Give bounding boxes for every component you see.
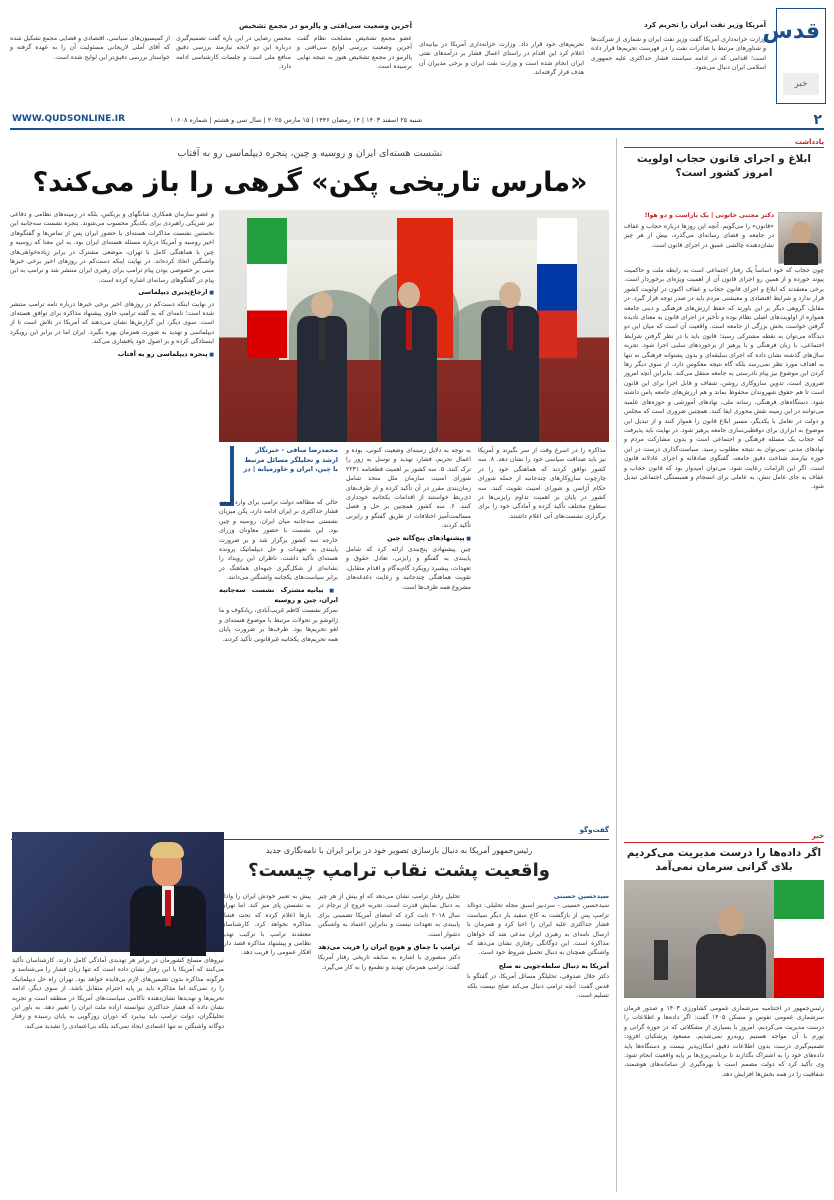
article-subhead: ■ پنجره دیپلماسی رو به آفتاب — [10, 350, 214, 360]
chinese-diplomat — [381, 282, 437, 442]
iranian-diplomat — [297, 292, 347, 442]
article-subhead: ■ بیانیه مشترک نشست سه‌جانبه ایران، چین و روسیه — [219, 586, 338, 606]
top-brief-text: عضو مجمع تشخیص مصلحت نظام گفت آخرین وضعیت بررسی لوایح سی‌افتی و پالرمو در مجمع تشخیص هنوز به نتیجه نهایی نرسیده است. — [297, 35, 412, 71]
article-paragraph: نیروهای مسلح کشورمان در برابر هر تهدیدی آمادگی کامل دارند. کارشناسان تأکید می‌کنند که آمریکا با این رفتار نشان داده است که تنها زبان فشار را می‌شناسد و هرگونه مذاکره بدون تضمین‌های لازم بی‌فایده خواهد بود. تهران راه حل دیپلماتیک را رد نمی‌کند اما مذاکره باید بر پایه احترام متقابل باشد. از سوی دیگر، ادامه تحریم‌ها و تهدیدها نشان‌دهنده ناکامی سیاست‌های آمریکا در منطقه است و تجربه نشان داده که فشار حداکثری نتوانسته اراده ملت ایران را تغییر دهد. به باور این تحلیلگران، دولت ترامپ باید بپذیرد که دوران زورگویی به پایان رسیده و رفتار دوگانه واشنگتن نه تنها اعتمادی ایجاد نمی‌کند بلکه بی‌اعتمادی را تشدید می‌کند. — [12, 957, 224, 1030]
microphone-icon — [654, 940, 668, 980]
iran-flag-icon — [247, 218, 287, 358]
site-url-link[interactable]: WWW.QUDSONLINE.IR — [12, 114, 126, 124]
top-brief-text: تحریم‌های خود قرار داد. وزارت خزانه‌داری آمریکا در بیانیه‌ای اعلام کرد این اقدام در راستای اعمال فشار بر درآمدهای نفتی ایران انجام شده است و وزارت نفت ایران و برخی مدیران آن هدف قرار گرفته‌اند. — [419, 41, 584, 77]
abstract-bracket-icon — [220, 446, 234, 506]
russia-flag-icon — [537, 218, 577, 358]
top-brief-text: محسن رضایی در این باره گفت تصمیم‌گیری درباره این دو لایحه نیازمند بررسی دقیق منافع ملی است و جلسات کارشناسی ادامه دارد. — [176, 35, 291, 71]
article-paragraph: پیش به تعبیر خودش ایران را وادار به نشستن پای میز کند. اما تهران بارها اعلام کرده که تحت فشار مذاکره نخواهد کرد. کارشناسان معتقدند ترامپ با ترکیب تهدید نظامی و پیشنهاد مذاکره قصد دارد افکار عمومی را فریب دهد. — [221, 893, 311, 957]
main-column-2 — [346, 446, 471, 816]
note-intro: «قانون» را می‌گویم. آنچه این روزها درباره حجاب و عفاف در جامعه و فضای رسانه‌ای می‌گذرد، بیش از هر چیز نشان‌دهنده چالشی عمیق در اجرای قانون است. — [624, 223, 774, 249]
article-paragraph: به توجه به دلایل زمینه‌ای وضعیت کنونی، بوده و اعمال تحریم، فشار، تهدید و توسل به زور را ترک کنند. ۵. سه کشور بر اهمیت قطعنامه ۲۲۳۱ شورای امنیت سازمان ملل متحد شامل زمان‌بندی مقرر در آن تأکید کرده و از طرف‌های ذی‌ربط خواستند از اقدامات یکجانبه خودداری کنند. ۶. سه کشور همچنین بر حل و فصل مسالمت‌آمیز اختلافات از طریق گفتگو و رایزنی تأکید کردند. — [346, 447, 471, 530]
top-brief-oil-sanctions — [591, 21, 766, 117]
bottom-byline: سید‌حسین حسینی — [553, 893, 609, 900]
main-kicker: نشست هسته‌ای ایران و روسیه و چین، پنجره دیپلماسی رو به آفتاب — [177, 148, 443, 159]
news-title[interactable]: اگر داده‌ها را درست مدیریت می‌کردیم بلای گرانی سرمان نمی‌آمد — [626, 847, 822, 873]
bottom-headline[interactable]: واقعیت پشت نقاب ترامپ چیست؟ — [248, 860, 550, 881]
top-brief-title: آخرین وضعیت سی‌افتی و پالرمو در مجمع تشخیص — [238, 22, 412, 30]
article-paragraph: در نهایت اینکه دست‌کم در روزهای اخیر برخی خبرها درباره نامه ترامپ منتشر شده است؛ نامه‌ای که به گفته ترامپ حاوی پیشنهاد مذاکره برای توافق هسته‌ای است. سوی دیگر، این گزارش‌ها نشان می‌دهند که آمریکا در تلاش است تا از دیپلماسی و تهدید به صورت همزمان بهره بگیرد. ایران اما در برابر این رویکرد ایستادگی کرده و بر اصول خود پافشاری می‌کند. — [10, 300, 214, 346]
article-paragraph: دکتر منصوری با اشاره به سابقه تاریخی رفتار آمریکا گفت: ترامپ همزمان تهدید و تطمیع را به کار می‌گیرد. — [318, 954, 460, 971]
note-body: چون حجاب که خود اساساً یک رفتار اجتماعی است به رابطه ملت و حاکمیت پیوند خورده و از همین رو اجرای قانون آن از اهمیت ویژه‌ای برخوردار است. برخی معتقدند که ابلاغ و اجرای قانون حجاب و عفاف اکنون در اولویت کشور قرار ندارد و شرایط اقتصادی و معیشتی مردم باید در صدر توجه قرار گیرد. در مقابل، گروهی دیگر بر این باورند که حفظ ارزش‌های فرهنگی و دینی جامعه همواره از اولویت‌های اصلی نظام بوده و تأخیر در اجرای قانون به معنای نادیده گرفتن خواست بخش بزرگی از جامعه است. واقعیت آن است که میان این دو دیدگاه می‌توان به نقطه مشترکی رسید؛ قانون باید با در نظر گرفتن شرایط اجتماعی، با زبان فرهنگی و با پرهیز از برخوردهای سلبی اجرا شود. تجربه سال‌های گذشته نشان داده که اجرای سلیقه‌ای و بدون پشتوانه فرهنگی نه تنها به اهداف مورد نظر نمی‌رسد بلکه گاه نتیجه معکوس دارد. از سوی دیگر رها کردن این موضوع نیز پیام نادرستی به جامعه منتقل می‌کند. بنابراین آنچه امروز ضروری است، تدوین سازوکاری روشن، شفاف و قابل اجرا برای این قانون است تا هم حقوق شهروندان محفوظ بماند و هم ارزش‌های جامعه پاس داشته شود. دستگاه‌های فرهنگی، رسانه ملی، نهادهای آموزشی و حوزه‌های علمیه می‌توانند در این زمینه نقش محوری ایفا کنند. همچنین ضروری است که مجلس و دولت در تعامل با یکدیگر، مسیر ابلاغ قانون را هموار کنند و از تبدیل این موضوع به ابزاری برای دوقطبی‌سازی جامعه پرهیز شود. در نهایت باید پذیرفت که حجاب یک مسئله فرهنگی و اجتماعی است و بدون مشارکت مردم و نهادهای مدنی نمی‌توان به نتیجه مطلوب رسید. سیاست‌گذاری درست در این حوزه نیازمند شناخت دقیق جامعه، گفتگوی صادقانه و اجرای عادلانه قانون است. اگر این الزامات رعایت شود، می‌توان امیدوار بود که قانون حجاب و عفاف به جای عامل تنش، به عاملی برای انسجام و همبستگی اجتماعی تبدیل شود. — [624, 267, 824, 491]
top-brief-text: از کمیسیون‌های سیاسی، اقتصادی و قضایی مجمع تشکیل شده که آقای آملی لاریجانی مسئولیت آن را به عهده گرفته و خواستار بررسی دقیق‌تر این لوایح شده است. — [10, 35, 170, 61]
main-column-1 — [219, 498, 338, 816]
article-subhead: ■ ارجاع‌پذیری دیپلماسی — [10, 288, 214, 298]
trump-photo — [12, 832, 224, 952]
top-brief-fatf-continued — [176, 34, 291, 116]
top-strip — [0, 0, 834, 110]
note-title[interactable]: ابلاغ و اجرای قانون حجاب اولویت امروز کشور است؟ — [636, 153, 812, 179]
article-paragraph: سید‌حسین حسینی - سردبیر اسبق مجله تحلیلی: دونالد ترامپ پس از بازگشت به کاخ سفید بار دیگر سیاست فشار حداکثری علیه ایران را احیا کرد و همزمان با ارسال نامه‌ای به رهبری ایران مدعی شد که خواهان مذاکره است. این دوگانگی رفتاری نشان می‌دهد که واشنگتن همچنان به دنبال تحمیل شروط خود است. — [467, 902, 609, 957]
article-subhead: آمریکا به دنبال سلطه‌جویی نه صلح — [498, 961, 609, 970]
page-header-bar — [10, 112, 824, 130]
news-body: رئیس‌جمهور در اختتامیه سرشماری عمومی کشاورزی ۱۴۰۳ و صدور فرمان سرشماری عمومی نفوس و مسکن ۱۴۰۵ گفت: اگر داده‌ها و اطلاعات را درست مدیریت می‌کردیم، امروز با بسیاری از مشکلاتی که در حوزه گرانی و تورم با آن مواجه هستیم روبه‌رو نمی‌شدیم. مسعود پزشکیان افزود: تصمیم‌گیری درست بدون اطلاعات دقیق امکان‌پذیر نیست و دستگاه‌ها باید داده‌های خود را به اشتراک بگذارند تا برنامه‌ریزی‌ها بر پایه واقعیت انجام شود. وی تأکید کرد که دولت مصمم است با بهره‌گیری از سامانه‌های هوشمند، شفافیت را در همه بخش‌ها افزایش دهد. — [624, 1005, 824, 1078]
top-brief-council — [10, 34, 170, 116]
article-paragraph: نمرکز نشست کاظم غریب‌آبادی، ریابکوف و ما ژائوشو بر تحولات مرتبط با موضوع هسته‌ای و لغو تحریم‌ها بود. طرف‌ها بر ضرورت پایان همه تحریم‌های یکجانبه غیرقانونی تأکید کردند. — [219, 607, 338, 643]
iran-flag-icon — [774, 880, 824, 998]
main-headline[interactable]: «مارس تاریخی پکن» گرهی را باز می‌کند؟ — [32, 167, 588, 198]
issue-date-line: شنبه ۲۵ اسفند ۱۴۰۳ | ۱۴ رمضان ۱۴۴۶ | ۱۵ مارس ۲۰۲۵ | سال سی و هشتم | شماره ۱۰۶۰۸ — [170, 116, 423, 124]
bottom-column-2 — [318, 892, 460, 1192]
bottom-column-1 — [467, 892, 609, 1192]
article-paragraph: حالی که مطالعه دولت ترامپ برای وارد کردن فشار حداکثری بر ایران ادامه دارد، پکن میزبان نشستی سه‌جانبه میان ایران، روسیه و چین بود. این نشست با حضور معاونان وزرای خارجه سه کشور برگزار شد و بر ضرورت پایبندی به تعهدات و حل دیپلماتیک پرونده هسته‌ای تأکید داشت. ناظران این رویداد را نشانه‌ای از شکل‌گیری جبهه‌ای هماهنگ در برابر سیاست‌های یکجانبه واشنگتن می‌دانند. — [219, 499, 338, 582]
main-photo-diplomats — [219, 210, 609, 442]
article-paragraph: چین پیشنهادی پنج‌بندی ارائه کرد که شامل پایبندی به گفتگو و رایزنی، تعادل حقوق و تعهدات، پیشبرد رویکرد گام‌به‌گام و اقدام متقابل، تقویت هماهنگی چندجانبه و رعایت دغدغه‌های مشروع همه طرف‌ها است. — [346, 546, 471, 591]
russian-diplomat — [481, 282, 539, 442]
author-photo — [778, 212, 822, 264]
page-number: ۲ — [813, 112, 822, 128]
bottom-kicker: رئیس‌جمهور آمریکا به دنبال بازسازی تصویر خود در برابر ایران با نامه‌نگاری جدید — [265, 846, 533, 855]
news-section-label: خبر — [624, 832, 824, 843]
column-divider — [616, 138, 617, 1192]
top-brief-fatf — [238, 22, 412, 116]
newspaper-logo[interactable] — [762, 8, 826, 104]
article-paragraph: مذاکره را در اسرع وقت از سر بگیرند و آمریکا نیز باید صداقت سیاسی خود را نشان دهد. ۸. سه کشور توافق کردند که هماهنگی خود را در چارچوب سازوکارهای چندجانبه از جمله شورای حکام آژانس و شورای امنیت تقویت کنند. سه کشور در پایان بر اهمیت تداوم رایزنی‌ها در سطوح مختلف تأکید کرده و آمادگی خود را برای برگزاری نشست‌های آتی اعلام داشتند. — [478, 447, 606, 520]
president-photo — [624, 880, 824, 998]
main-byline: محمدرضا منافی - خبرنگار ارشد و تحلیلگر مسائل مرتبط با چین، ایران و خاورمیانه | در — [243, 446, 338, 473]
top-brief-continued — [419, 40, 584, 122]
top-brief-title: آمریکا وزیر نفت ایران را تحریم کرد — [644, 21, 766, 29]
main-column-3 — [478, 446, 606, 816]
note-author: دکتر مجتبی خاتونی | یک باراست و دو هوا! — [644, 212, 774, 219]
bottom-column-3 — [221, 892, 311, 1192]
article-paragraph: و عضو سازمان همکاری شانگهای و بریکس، بلکه در زمینه‌های نظامی و دفاعی نیز شریکی راهبردی برای یکدیگر محسوب می‌شوند. پنجره نشست سه‌جانبه این نخستین نشست مذاکرات هسته‌ای با حضور ایران پس از تماس‌ها و گفتگوهای اخیر روسیه و آمریکا درباره مسئله هسته‌ای ایران بود. به این معنا که روسیه و چین با هماهنگی کامل با تهران، موضعی مشترک در برابر زیاده‌خواهی‌های واشنگتن اتخاذ کرده‌اند. در نهایت اینکه دست‌کم در روزهای اخیر برخی خبرها مبنی بر خصوصی بودن پیام ترامپ برای رهبری ایران منتشر شد و ترامپ به این پیام در گفتگوهای رسانه‌ای اشاره کرده است. — [10, 211, 214, 284]
note-section-label: یادداشت — [624, 138, 824, 148]
top-brief-text: وزارت خزانه‌داری آمریکا گفت وزیر نفت ایران و شماری از شرکت‌ها و شناورهای مرتبط با صادرات نفت را در فهرست تحریم‌ها قرار داده است؛ اقدامی که در ادامه سیاست فشار حداکثری علیه جمهوری اسلامی ایران دنبال می‌شود. — [591, 36, 766, 72]
logo-label: خبر — [783, 73, 819, 95]
article-subhead: ■ پیشنهادهای پنج‌گانه چین — [346, 534, 471, 544]
article-paragraph: دکتر جلال صدوقی، تحلیلگر مسائل آمریکا، در گفتگو با قدس گفت: آنچه ترامپ دنبال می‌کند صلح نیست بلکه تسلیم است. — [467, 973, 609, 1000]
main-column-left — [10, 210, 214, 816]
interview-section-label: گفت‌وگو — [11, 826, 609, 840]
article-paragraph: تحلیل رفتار ترامپ نشان می‌دهد که او بیش از هر چیز به دنبال نمایش قدرت است. تجربه خروج از برجام در سال ۲۰۱۸ ثابت کرد که امضای آمریکا تضمینی برای پایبندی به تعهدات نیست و بنابراین اعتماد به واشنگتن دشوار است. — [318, 893, 460, 938]
logo-mark: قدس — [762, 19, 820, 44]
bottom-column-4 — [12, 956, 224, 1192]
article-subhead: ترامپ با چماق و هویج ایران را فریب می‌دهد — [318, 943, 460, 952]
